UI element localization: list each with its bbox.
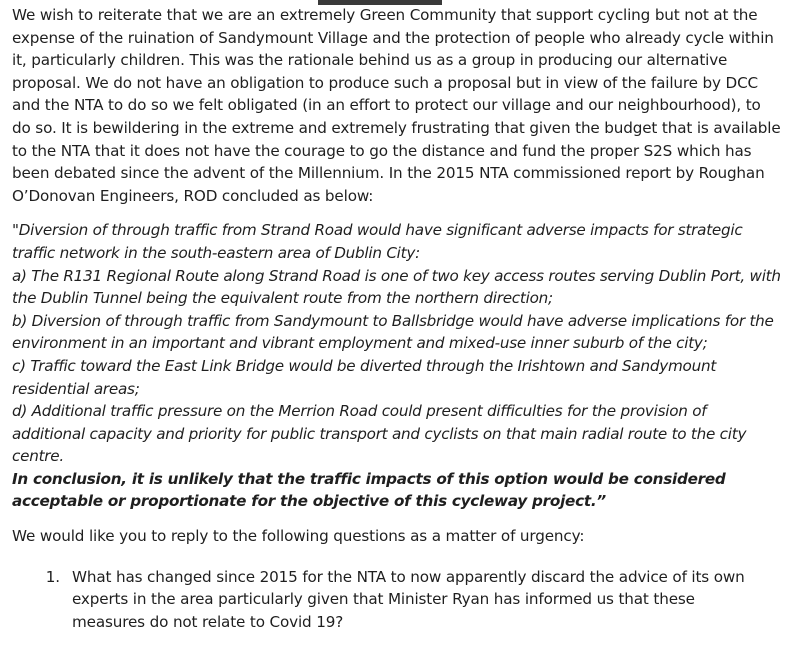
question-number: 1.	[45, 567, 60, 586]
quote-point-a: a) The R131 Regional Route along Strand Road is one of two key access routes serving Dublin Port, with the Dublin Tunnel being the equivalent route from the northern direction;	[12, 266, 781, 308]
intro-paragraph: We wish to reiterate that we are an extremely Green Community that support cycling but not at the expense of the ruination of Sandymount Village and the protection of people who already cycle within it, particularly children. This was the rationale behind us as a group in producing our alternative proposal. We do not have an obligation to produce such a proposal but in view of the failure by DCC and the NTA to do so we felt obligated (in an effort to protect our village and our neighbourhood), to do so. It is bewildering in the extreme and extremely frustrating that given the budget that is available to the NTA that it does not have the courage to go the distance and fund the proper S2S which has been debated since the advent of the Millennium. In the 2015 NTA commissioned report by Roughan O’Donovan Engineers, ROD concluded as below:	[12, 6, 781, 205]
quote-point-b: b) Diversion of through traffic from Sandymount to Ballsbridge would have adverse implications for the environment in an important and vibrant employment and mixed-use inner suburb of the city;	[12, 311, 774, 353]
quote-conclusion: In conclusion, it is unlikely that the traffic impacts of this option would be considered acceptable or proportionate for the objective of this cycleway project.”	[12, 469, 726, 511]
request-line: We would like you to reply to the following questions as a matter of urgency:	[12, 527, 585, 546]
quote-opening: "Diversion of through traffic from Strand Road would have significant adverse impacts for strategic traffic network in the south-eastern area of Dublin City:	[12, 221, 743, 262]
quote-point-d: d) Additional traffic pressure on the Merrion Road could present difficulties for the provision of additional capacity and priority for public transport and cyclists on that main radial route to the city centre.	[12, 402, 747, 466]
quote-point-c: c) Traffic toward the East Link Bridge would be diverted through the Irishtown and Sandymount residential areas;	[12, 356, 717, 398]
quoted-report-excerpt	[12, 219, 782, 513]
question-list-item	[12, 566, 790, 634]
top-edge-bar	[318, 0, 442, 5]
question-text: What has changed since 2015 for the NTA to now apparently discard the advice of its own experts in the area particularly given that Minister Ryan has informed us that these measures do not relate to Covid 19?	[72, 567, 745, 631]
